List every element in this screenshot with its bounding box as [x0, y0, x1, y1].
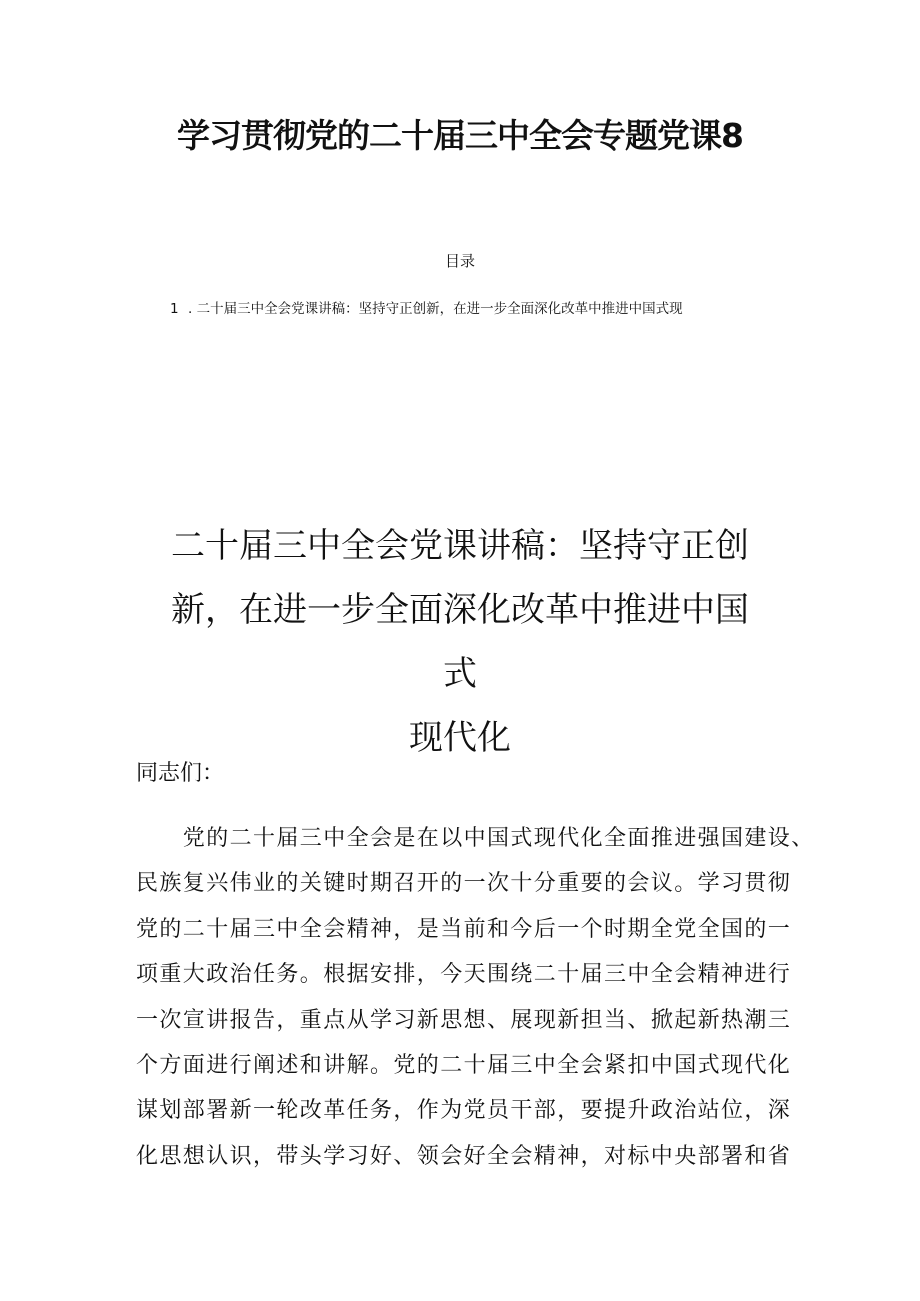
paragraph-line: 个方面进行阐述和讲解。党的二十届三中全会紧扣中国式现代化 [136, 1053, 792, 1079]
paragraph-line: 民族复兴伟业的关键时期召开的一次十分重要的会议。学习贯彻 [136, 871, 792, 897]
paragraph-line: 化思想认识，带头学习好、领会好全会精神，对标中央部署和省 [136, 1143, 792, 1169]
section-title [160, 514, 760, 770]
toc-item-text: . 二十届三中全会党课讲稿：坚持守正创新，在进一步全面深化改革中推进中国式现 [188, 301, 683, 317]
paragraph-line: 党的二十届三中全会精神，是当前和今后一个时期全党全国的一 [136, 916, 792, 942]
toc-item[interactable] [170, 298, 820, 320]
paragraph-line: 一次宣讲报告，重点从学习新思想、展现新担当、掀起新热潮三 [136, 1007, 792, 1033]
document-title: 学习贯彻党的二十届三中全会专题党课8 [177, 116, 743, 155]
section-title-line: 二十届三中全会党课讲稿：坚持守正创 [171, 526, 749, 566]
toc-heading: 目录 [444, 252, 475, 270]
paragraph-line: 党的二十届三中全会是在以中国式现代化全面推进强国建设、 [136, 826, 815, 851]
paragraph-line: 谋划部署新一轮改革任务，作为党员干部，要提升政治站位，深 [136, 1098, 792, 1124]
toc-item-number: 1 [170, 301, 179, 317]
section-title-line: 新，在进一步全面深化改革中推进中国式 [171, 590, 749, 694]
section-title-line: 现代化 [409, 718, 511, 758]
paragraph-line: 项重大政治任务。根据安排，今天围绕二十届三中全会精神进行 [136, 962, 792, 988]
body-paragraph [136, 816, 815, 1179]
salutation: 同志们： [136, 761, 225, 786]
